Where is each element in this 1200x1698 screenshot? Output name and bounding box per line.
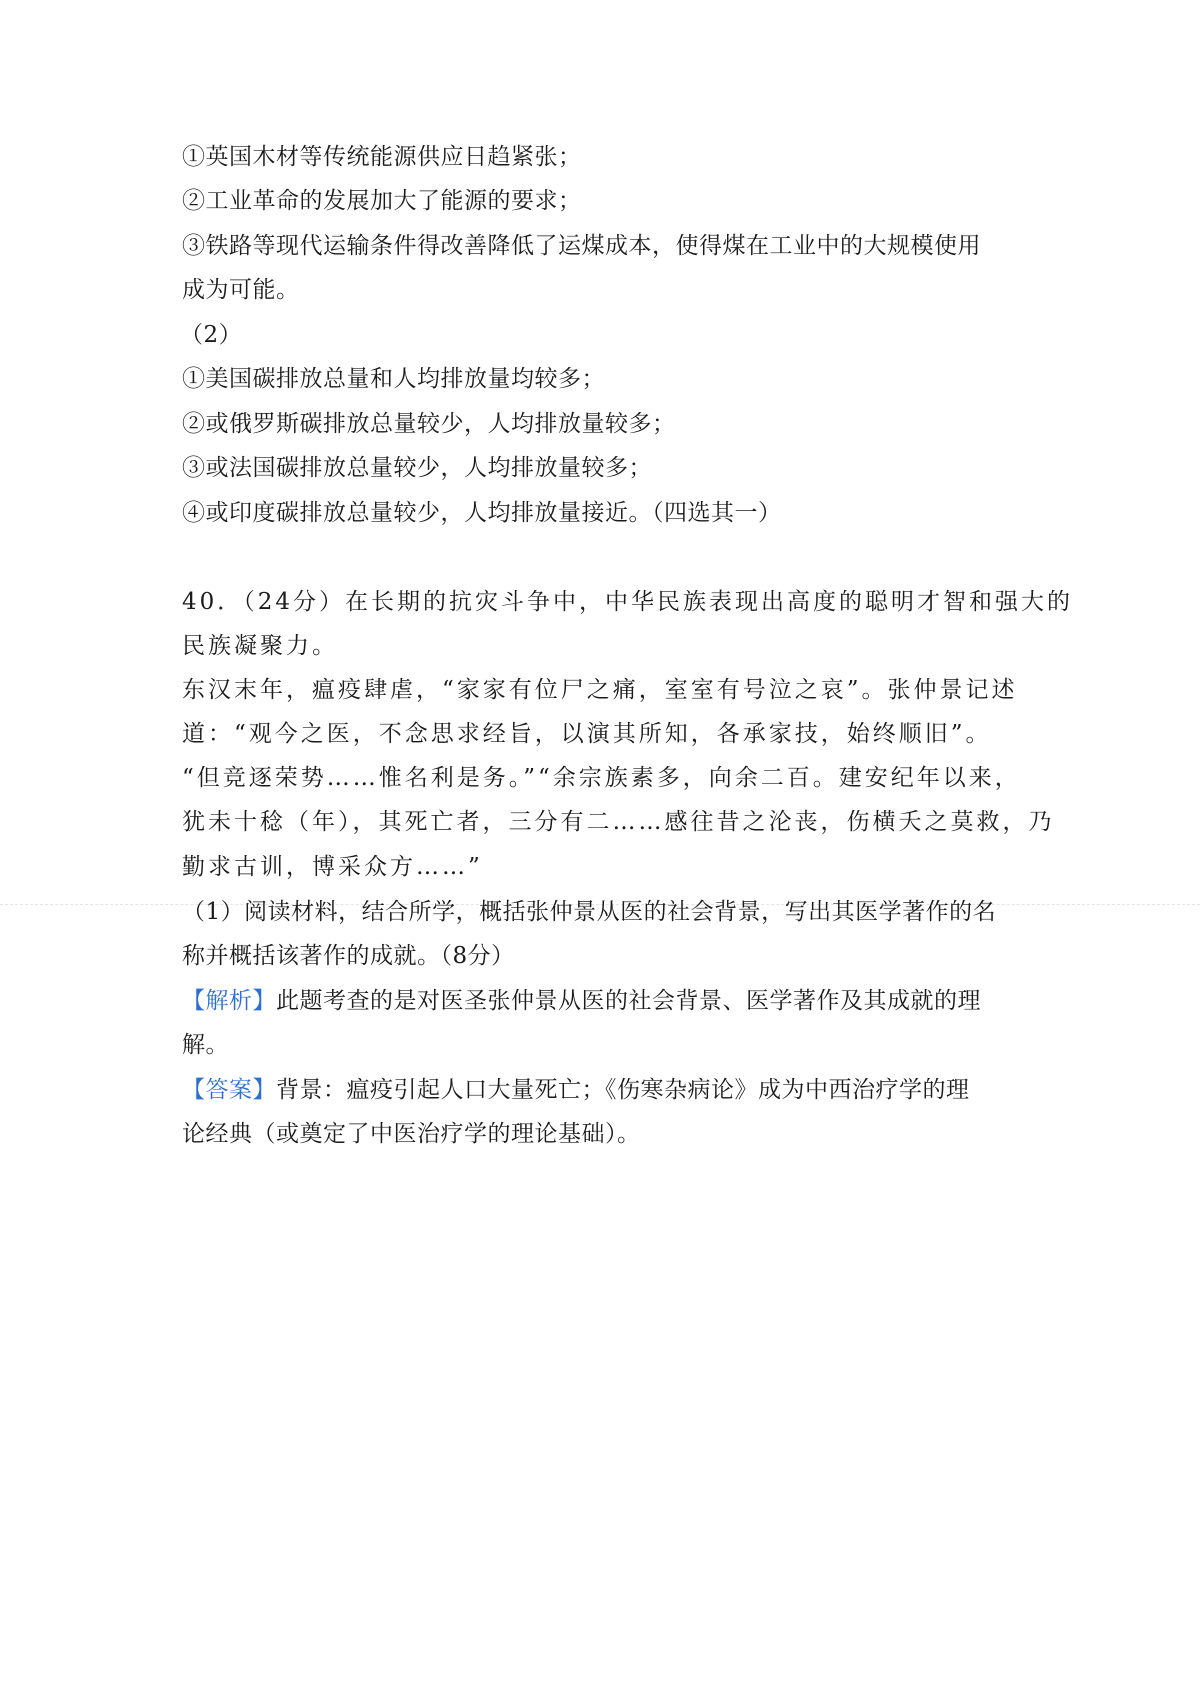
answer-tag: 【答案】 (182, 1077, 276, 1103)
part2-marker: （2） (180, 322, 243, 348)
answer-text: 背景：瘟疫引起人口大量死亡；《伤寒杂病论》成为中西治疗学的理 (276, 1077, 970, 1103)
part2-item-3: ③或法国碳排放总量较少，人均排放量较多； (182, 455, 652, 481)
subquestion-1-line-2: 称并概括该著作的成就。（8分） (182, 943, 515, 969)
analysis-tag: 【解析】 (182, 988, 276, 1014)
subquestion-1-line-1: （1）阅读材料，结合所学，概括张仲景从医的社会背景，写出其医学著作的名 (182, 899, 997, 925)
answer-item-2: ②工业革命的发展加大了能源的要求； (182, 188, 582, 214)
answer-line-2: 论经典（或奠定了中医治疗学的理论基础）。 (182, 1121, 641, 1147)
material-line-3: “但竞逐荣势……惟名利是务。”“余宗族素多，向余二百。建安纪年以来， (182, 765, 1021, 791)
question-stem-line-2: 民族凝聚力。 (182, 633, 338, 659)
analysis-line-2: 解。 (182, 1032, 229, 1058)
material-line-4: 犹未十稔（年），其死亡者，三分有二……感往昔之沦丧，伤横夭之莫救，乃 (182, 809, 1055, 835)
part2-item-1: ①美国碳排放总量和人均排放量均较多； (182, 366, 605, 392)
answer-line-1 (182, 1075, 1022, 1105)
material-line-2: 道：“观今之医，不念思求经旨，以演其所知，各承家技，始终顺旧”。 (182, 721, 992, 747)
material-line-5: 勤求古训，博采众方……” (182, 854, 483, 880)
analysis-line-1 (182, 986, 1022, 1016)
material-line-1: 东汉末年，瘟疫肆虐，“家家有位尸之痛，室室有号泣之哀”。张仲景记述 (182, 677, 1018, 703)
answer-item-3-cont: 成为可能。 (182, 277, 300, 303)
part2-item-2: ②或俄罗斯碳排放总量较少，人均排放量较多； (182, 411, 676, 437)
question-stem-line-1: 40．（24分）在长期的抗灾斗争中，中华民族表现出高度的聪明才智和强大的 (182, 589, 1074, 615)
analysis-text: 此题考查的是对医圣张仲景从医的社会背景、医学著作及其成就的理 (276, 988, 981, 1014)
answer-item-3: ③铁路等现代运输条件得改善降低了运煤成本，使得煤在工业中的大规模使用 (182, 233, 981, 259)
answer-item-1: ①英国木材等传统能源供应日趋紧张； (182, 144, 582, 170)
part2-item-4: ④或印度碳排放总量较少，人均排放量接近。（四选其一） (182, 500, 782, 526)
